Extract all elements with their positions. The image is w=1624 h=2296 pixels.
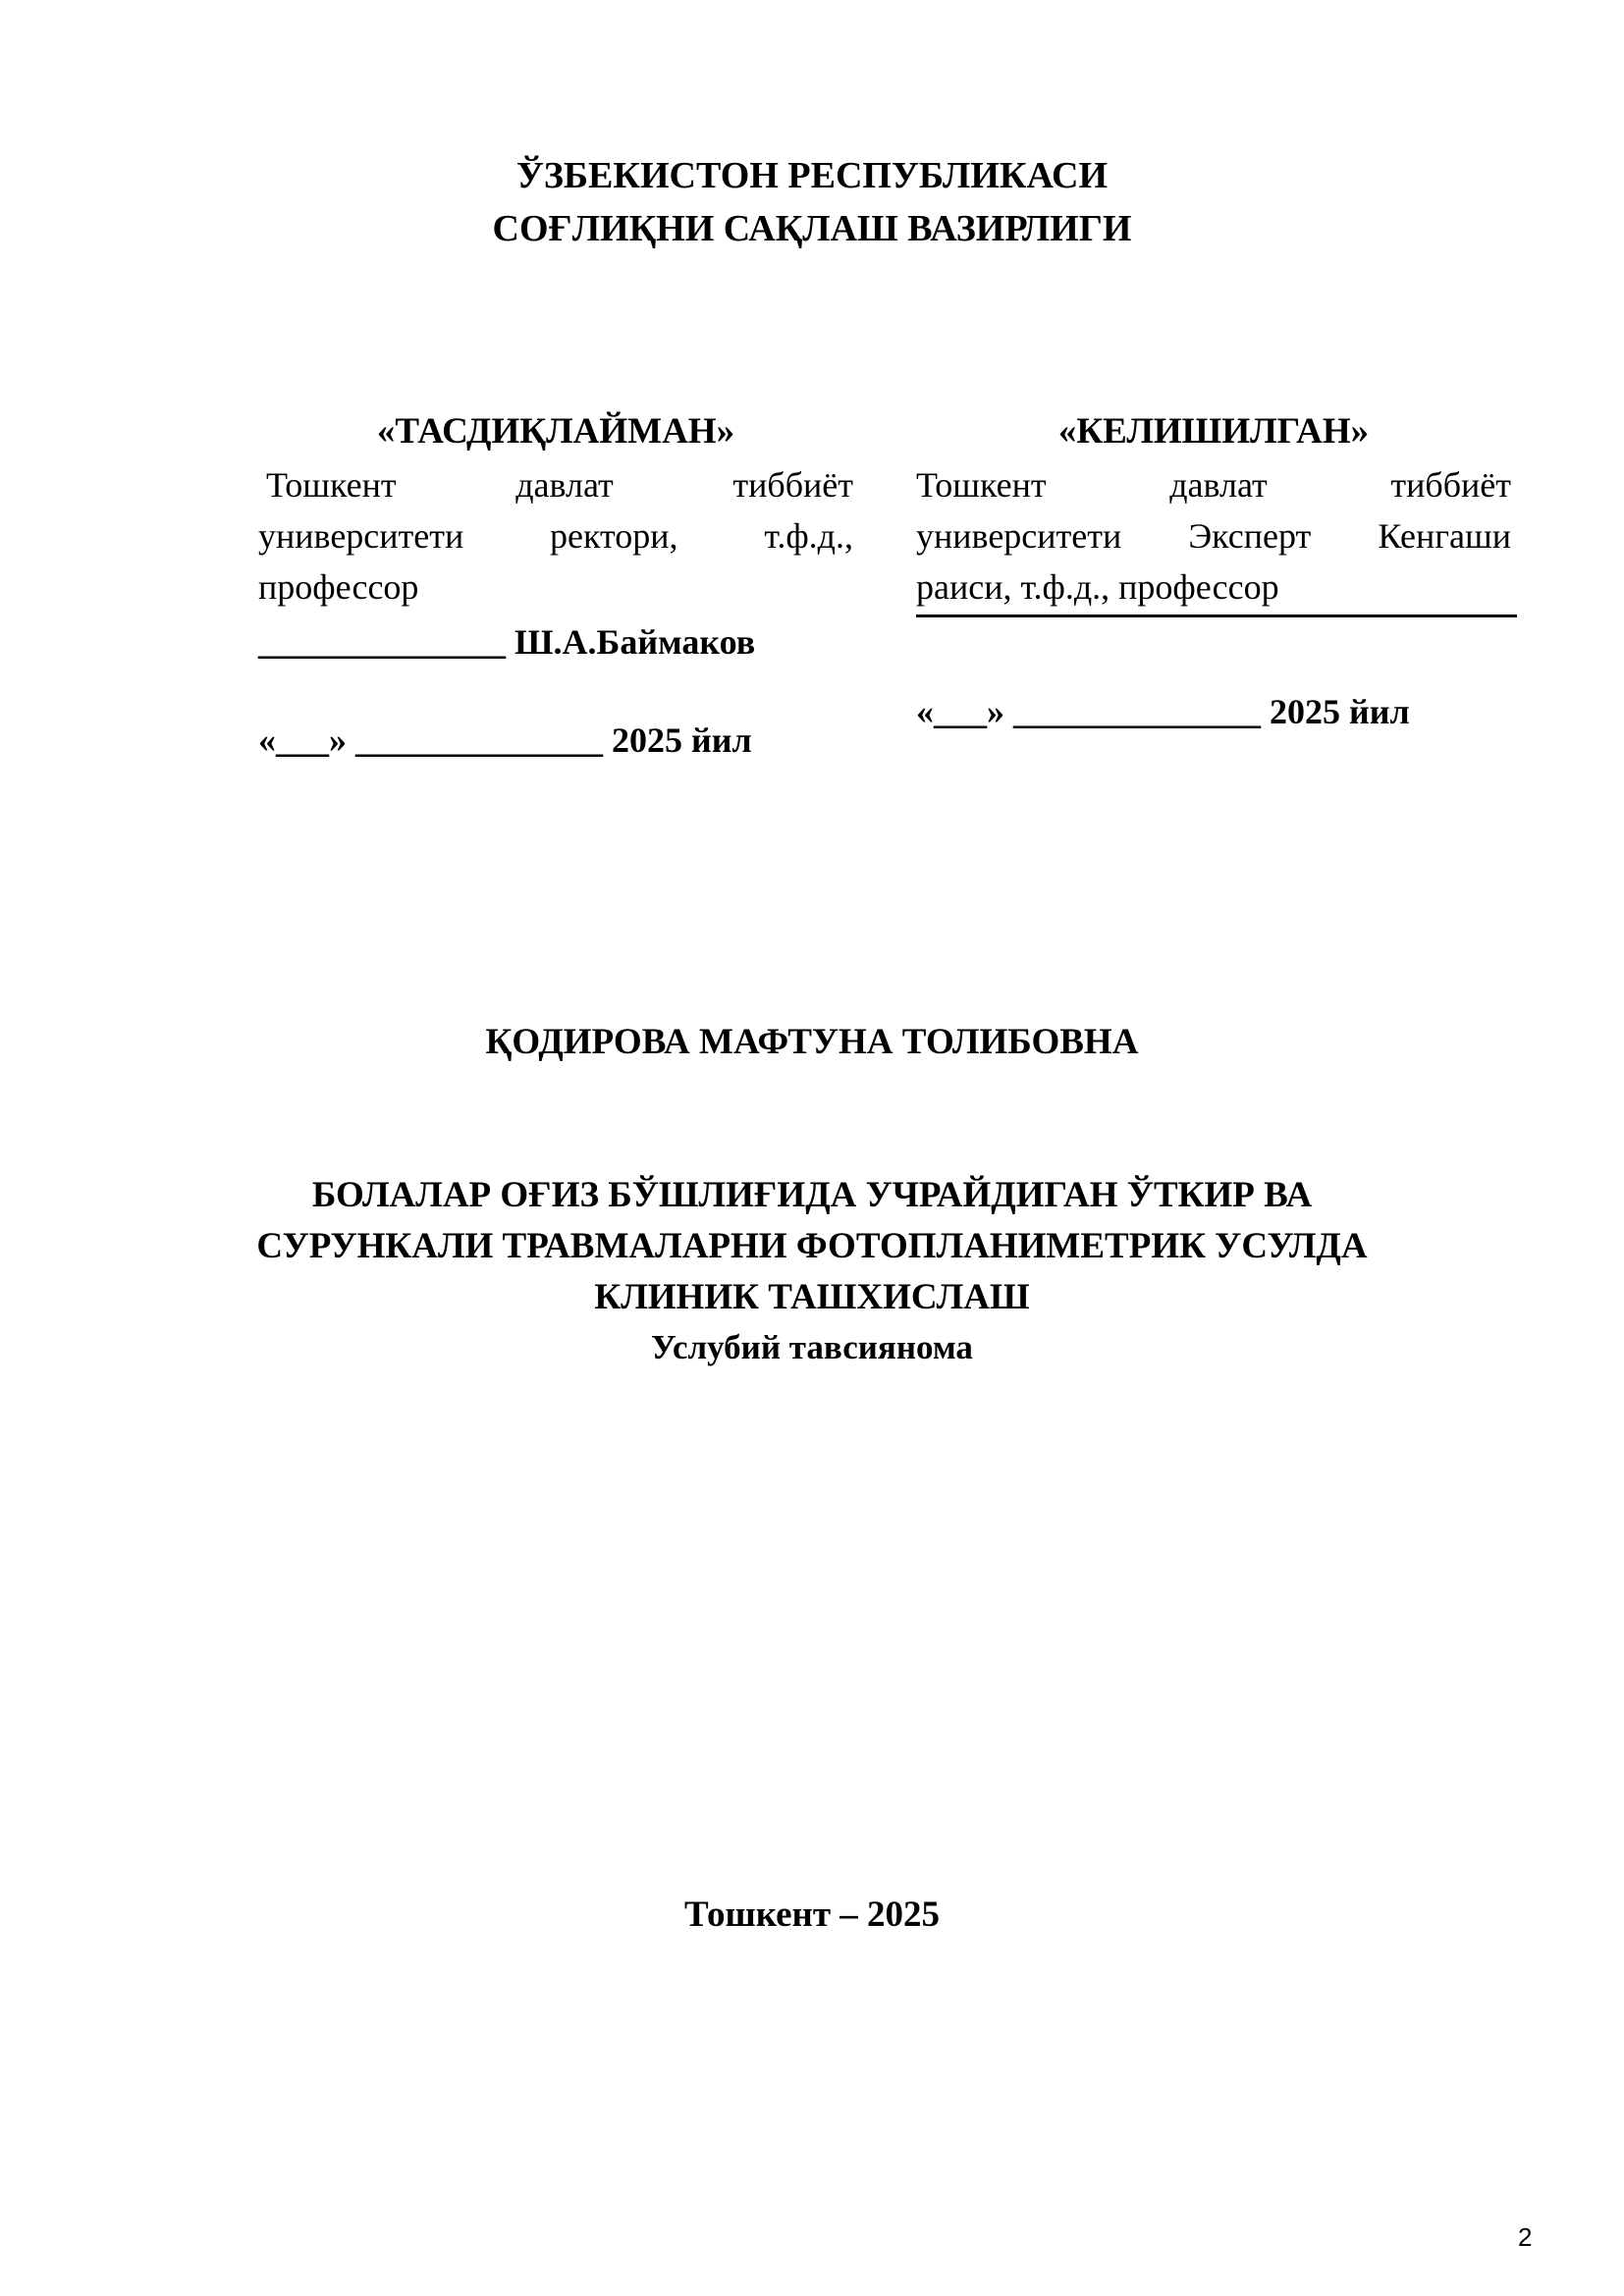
city-year: Тошкент – 2025 bbox=[683, 1895, 941, 1935]
approval-right-title: «КЕЛИШИЛГАН» bbox=[1057, 411, 1370, 452]
signature-rule bbox=[916, 614, 1517, 617]
approval-right-text-line-3: раиси, т.ф.д., профессор bbox=[916, 567, 1279, 607]
approval-left-signature: ______________ Ш.А.Баймаков bbox=[258, 622, 756, 662]
document-subtitle: Услубий тавсиянома bbox=[651, 1328, 973, 1366]
title-line-2: СУРУНКАЛИ ТРАВМАЛАРНИ ФОТОПЛАНИМЕТРИК УСУЛДА bbox=[256, 1226, 1368, 1266]
approval-right-date: «___» ______________ 2025 йил bbox=[916, 692, 1410, 731]
approval-left-text-line-2: университети ректори, т.ф.д., bbox=[258, 516, 853, 556]
approval-left-text bbox=[258, 459, 853, 613]
title-line-1: БОЛАЛАР ОҒИЗ БЎШЛИҒИДА УЧРАЙДИГАН ЎТКИР ВА bbox=[311, 1175, 1313, 1215]
approval-left-date: «___» ______________ 2025 йил bbox=[258, 721, 752, 760]
ministry-line-1: ЎЗБЕКИСТОН РЕСПУБЛИКАСИ bbox=[515, 155, 1109, 196]
approval-block-right bbox=[916, 406, 1511, 737]
ministry-line-2: СОҒЛИҚНИ САҚЛАШ ВАЗИРЛИГИ bbox=[492, 208, 1132, 249]
page-number: 2 bbox=[1518, 2222, 1533, 2252]
approval-right-text-line-2: университети Эксперт Кенгаши bbox=[916, 516, 1511, 556]
approval-left-text-line-1: Тошкент давлат тиббиёт bbox=[266, 465, 853, 505]
approval-right-text bbox=[916, 459, 1511, 613]
title-line-3: КЛИНИК ТАШХИСЛАШ bbox=[594, 1277, 1030, 1317]
document-title bbox=[0, 1170, 1624, 1372]
approval-left-title: «ТАСДИҚЛАЙМАН» bbox=[376, 411, 735, 452]
approval-right-text-line-1: Тошкент давлат тиббиёт bbox=[916, 465, 1511, 505]
approval-block-left bbox=[258, 406, 853, 766]
author-name: ҚОДИРОВА МАФТУНА ТОЛИБОВНА bbox=[485, 1022, 1139, 1062]
approval-left-text-line-3: профессор bbox=[258, 567, 419, 607]
